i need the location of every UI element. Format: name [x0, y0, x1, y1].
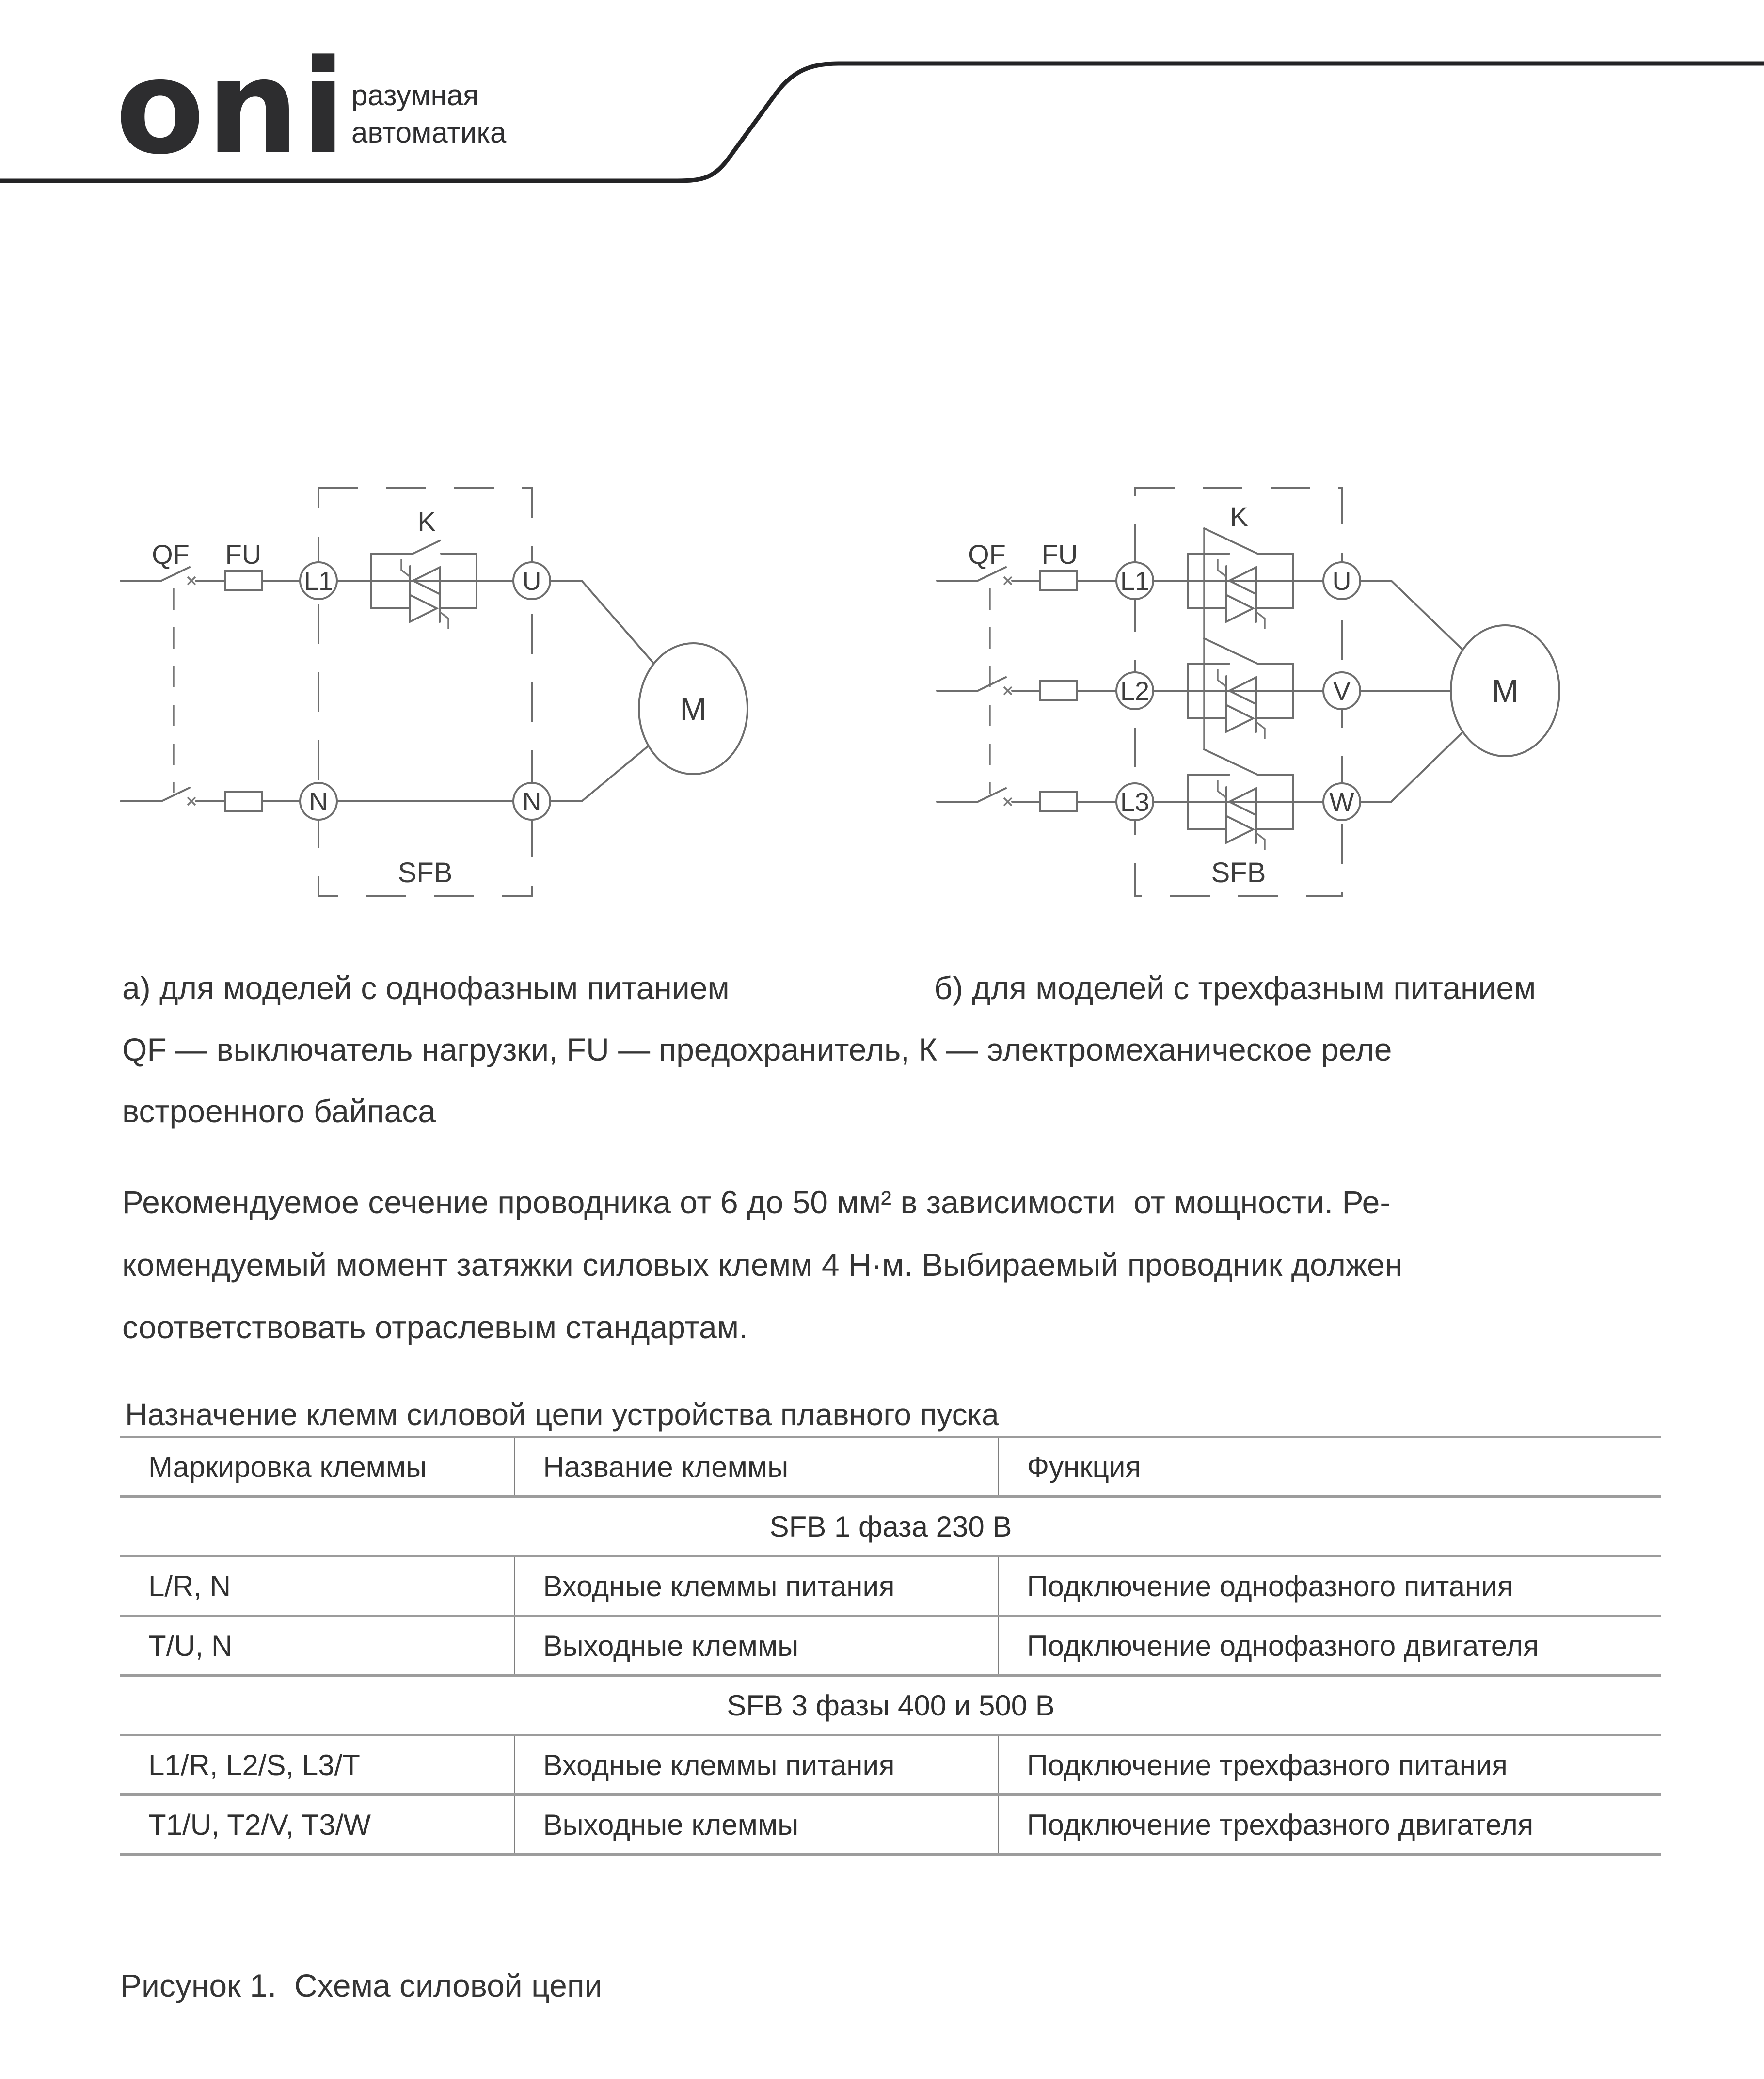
bypass-relay-label: K: [1230, 501, 1248, 532]
bypass-contact-blade: [413, 540, 440, 554]
motor-label: M: [680, 691, 707, 727]
table-cell-marking: T/U, N: [120, 1616, 514, 1676]
fuse-symbol: [1040, 571, 1077, 590]
thyristor-reverse: [1226, 595, 1253, 622]
thyristor-reverse: [410, 595, 437, 622]
terminal-label-l1: L1: [303, 567, 334, 596]
circuit-diagram-three-phase: [937, 488, 1559, 896]
bypass-contact-blade: [1204, 749, 1257, 775]
breaker-blade: [978, 677, 1006, 691]
device-boundary-dashed-box: [318, 488, 532, 896]
diagram-legend-line2: встроенного байпаса: [122, 1093, 436, 1129]
breaker-blade: [161, 788, 190, 801]
fuse-symbol: [225, 792, 262, 811]
thyristor-reverse: [1226, 816, 1253, 843]
table-cell-function: Подключение однофазного двигателя: [998, 1616, 1661, 1676]
paragraph-line1: Рекомендуемое сечение проводника от 6 до 50 мм² в зависимости от мощности. Ре-: [122, 1184, 1391, 1220]
table-cell-marking: T1/U, T2/V, T3/W: [120, 1795, 514, 1855]
paragraph-line3: соответствовать отраслевым стандартам.: [122, 1309, 748, 1345]
table-cell-name: Выходные клеммы: [514, 1795, 998, 1855]
table-section-label: SFB 3 фазы 400 и 500 В: [120, 1676, 1661, 1735]
table-section-row: [120, 1676, 1661, 1735]
bypass-contact-blade: [1204, 638, 1257, 664]
diagram-caption-b: б) для моделей с трехфазным питанием: [934, 970, 1536, 1006]
thyristor-bypass-block: [371, 540, 477, 629]
figure-caption: Рисунок 1. Схема силовой цепи: [120, 1968, 603, 2003]
terminal-label-u: U: [1332, 567, 1351, 596]
table-cell-name: Выходные клеммы: [514, 1616, 998, 1676]
terminal-label-w: W: [1329, 788, 1354, 817]
table-title: Назначение клемм силовой цепи устройства плавного пуска: [125, 1397, 999, 1432]
table-header-name: Название клеммы: [514, 1437, 998, 1497]
terminal-label-n-out: N: [522, 787, 541, 816]
bypass-relay-label: K: [417, 506, 436, 537]
fuse-label: FU: [225, 539, 262, 570]
table-section-row: [120, 1497, 1661, 1556]
motor-label: M: [1492, 673, 1519, 709]
table-header-function: Функция: [998, 1437, 1661, 1497]
table-row: [120, 1735, 1661, 1795]
table-cell-name: Входные клеммы питания: [514, 1735, 998, 1795]
table-cell-function: Подключение трехфазного питания: [998, 1735, 1661, 1795]
device-label-sfb: SFB: [1211, 857, 1266, 889]
table-row: [120, 1556, 1661, 1616]
terminal-label-l2: L2: [1120, 677, 1150, 706]
terminal-label-u: U: [522, 567, 541, 596]
diagram-legend-line1: QF — выключатель нагрузки, FU — предохранитель, К — электромеханическое реле: [122, 1032, 1392, 1067]
terminal-label-l1: L1: [1120, 567, 1150, 596]
circuit-diagrams: [0, 0, 1764, 945]
fuse-label: FU: [1041, 539, 1078, 570]
device-boundary-dashed-box: [1135, 488, 1342, 896]
fuse-symbol: [1040, 792, 1077, 811]
terminal-label-l3: L3: [1120, 788, 1150, 817]
brand-tagline-line2: автоматика: [351, 116, 507, 149]
paragraph-line2: комендуемый момент затяжки силовых клемм 4 Н·м. Выбираемый проводник должен: [122, 1247, 1403, 1283]
breaker-label: QF: [968, 539, 1006, 570]
brand-tagline-line1: разумная: [351, 79, 479, 111]
fuse-symbol: [225, 571, 262, 590]
table-header-row: [120, 1437, 1661, 1497]
terminal-assignment-table: [120, 1436, 1661, 1856]
table-cell-marking: L1/R, L2/S, L3/T: [120, 1735, 514, 1795]
table-cell-function: Подключение однофазного питания: [998, 1556, 1661, 1616]
terminal-label-v: V: [1333, 677, 1351, 706]
diagram-caption-a: а) для моделей с однофазным питанием: [122, 970, 730, 1006]
table-header-marking: Маркировка клеммы: [120, 1437, 514, 1497]
terminal-label-n-in: N: [309, 787, 328, 816]
thyristor-bypass-block-3: [1188, 749, 1293, 850]
table-cell-name: Входные клеммы питания: [514, 1556, 998, 1616]
fuse-symbol: [1040, 681, 1077, 700]
breaker-blade: [978, 788, 1006, 802]
table-cell-marking: L/R, N: [120, 1556, 514, 1616]
brand-logo: oni: [115, 32, 348, 183]
table-row: [120, 1616, 1661, 1676]
bypass-contact-blade: [1204, 528, 1257, 554]
table-cell-function: Подключение трехфазного двигателя: [998, 1795, 1661, 1855]
device-label-sfb: SFB: [397, 857, 453, 889]
table-row: [120, 1795, 1661, 1855]
thyristor-reverse: [1226, 705, 1253, 732]
table-section-label: SFB 1 фаза 230 В: [120, 1497, 1661, 1556]
circuit-diagram-single-phase: [121, 488, 747, 896]
breaker-label: QF: [152, 539, 190, 570]
